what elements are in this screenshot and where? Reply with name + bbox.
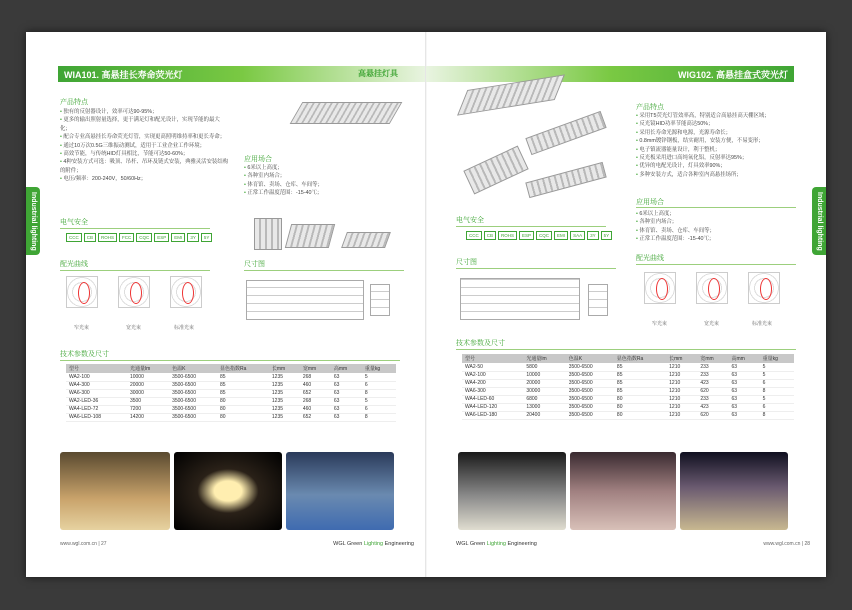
- table-row: [66, 389, 396, 397]
- table-cell: WA6-LED-108: [66, 413, 127, 421]
- right-spec-table: [462, 354, 794, 420]
- left-footer-brand: [333, 541, 414, 547]
- column-header: 色温K: [169, 364, 217, 373]
- table-cell: 1210: [666, 371, 697, 379]
- right-features-list: [636, 112, 796, 179]
- table-cell: 63: [728, 379, 759, 387]
- feature-item: • 独有的反射器设计，效率可达90-95%；: [60, 108, 230, 116]
- usage-item: • 各种室内场合；: [244, 172, 414, 180]
- right-polar-divider: [636, 264, 796, 265]
- table-cell: WA6-LED-180: [462, 411, 523, 419]
- column-header: 长mm: [666, 354, 697, 363]
- table-cell: 85: [217, 373, 269, 381]
- table-cell: 233: [697, 395, 728, 403]
- right-polar-chart-wide: [696, 272, 728, 304]
- left-features-title: 产品特点: [60, 99, 88, 106]
- left-brand-part-b: Lighting: [363, 541, 384, 547]
- cert-badge: EMI: [171, 233, 185, 242]
- right-side-tab: Industrial lighting: [812, 187, 826, 255]
- table-cell: 3500-6500: [566, 403, 614, 411]
- table-cell: 8: [760, 387, 794, 395]
- table-cell: 620: [697, 411, 728, 419]
- left-polar-cap-1: 窄光束: [74, 325, 90, 331]
- table-row: [66, 373, 396, 381]
- table-cell: 268: [300, 397, 331, 405]
- right-side-drawing: [588, 284, 608, 316]
- cert-badge: ROHS: [98, 233, 117, 242]
- right-cert-divider: [456, 226, 606, 227]
- table-cell: WA4-LED-60: [462, 395, 523, 403]
- left-dimension-drawing: [246, 280, 364, 320]
- table-cell: 268: [300, 373, 331, 381]
- table-row: [66, 413, 396, 421]
- column-header: 高mm: [728, 354, 759, 363]
- left-page-number: 27: [101, 541, 107, 547]
- cert-badge: ESP: [519, 231, 534, 240]
- table-cell: 63: [331, 389, 362, 397]
- right-table-title: 技术参数及尺寸: [456, 340, 505, 347]
- feature-item: • 4种安装方式可选：吸顶、吊杆、吊环及链式安装，典雅灵活安装结构的附件；: [60, 158, 230, 175]
- left-drawing-title: 尺寸图: [244, 261, 265, 268]
- table-cell: 63: [728, 363, 759, 371]
- table-row: [462, 411, 794, 419]
- left-polar-chart-standard: [170, 276, 202, 308]
- table-cell: 8: [760, 411, 794, 419]
- right-usage-title: 应用场合: [636, 199, 664, 206]
- right-cert-badges: [466, 231, 612, 240]
- table-cell: 1210: [666, 395, 697, 403]
- table-cell: WA2-50: [462, 363, 523, 371]
- table-cell: 3500-6500: [169, 397, 217, 405]
- left-polar-title: 配光曲线: [60, 261, 88, 268]
- left-lamp-image-main: [290, 102, 403, 124]
- right-cert-title: 电气安全: [456, 217, 484, 224]
- column-header: 显色指数Ra: [614, 354, 666, 363]
- table-cell: 63: [728, 387, 759, 395]
- table-cell: 7200: [127, 405, 169, 413]
- column-header: 型号: [462, 354, 523, 363]
- table-cell: 3500-6500: [566, 411, 614, 419]
- table-cell: 20000: [523, 379, 565, 387]
- table-cell: 3500-6500: [169, 405, 217, 413]
- table-cell: 1210: [666, 387, 697, 395]
- table-row: [462, 387, 794, 395]
- column-header: 重量kg: [760, 354, 794, 363]
- right-photo-storage: [680, 452, 788, 530]
- right-brand-part-a: WGL Green: [456, 541, 487, 547]
- cert-badge: CCC: [66, 233, 82, 242]
- right-page: [426, 32, 826, 577]
- left-table-title: 技术参数及尺寸: [60, 351, 109, 358]
- table-cell: 63: [331, 373, 362, 381]
- right-table-divider: [456, 349, 796, 350]
- feature-item: • 高效节能，与传统HID灯具相比，节能可达50-60%；: [60, 150, 230, 158]
- left-polar-cap-2: 宽光束: [126, 325, 142, 331]
- column-header: 型号: [66, 364, 127, 373]
- feature-item: • 采用长寿命光源和电源，光源寿命长；: [636, 129, 796, 137]
- cert-badge: 5Y: [601, 231, 613, 240]
- table-cell: 460: [300, 405, 331, 413]
- table-header-row: [462, 354, 794, 363]
- right-polar-cap-1: 窄光束: [652, 321, 668, 327]
- table-cell: 1235: [269, 381, 300, 389]
- right-photo-warehouse: [458, 452, 566, 530]
- cert-badge: 3Y: [187, 233, 199, 242]
- left-polar-chart-wide: [118, 276, 150, 308]
- cert-badge: CCC: [466, 231, 482, 240]
- table-cell: 6: [362, 381, 396, 389]
- table-cell: WA2-100: [462, 371, 523, 379]
- feature-item: • 0.8mm镀锌钢板，结实耐用，安装方便，不易变形；: [636, 137, 796, 145]
- left-polar-chart-narrow: [66, 276, 98, 308]
- right-brand-part-c: Engineering: [505, 541, 537, 547]
- table-cell: 3500-6500: [169, 373, 217, 381]
- feature-item: • 采用T5荧光灯管效率高，特别适合高悬挂高天棚区域；: [636, 112, 796, 120]
- table-cell: WA4-LED-120: [462, 403, 523, 411]
- column-header: 色温K: [566, 354, 614, 363]
- right-brand-part-b: Lighting: [486, 541, 506, 547]
- table-row: [462, 363, 794, 371]
- left-photo-arena: [286, 452, 394, 530]
- cert-badge: EMI: [554, 231, 568, 240]
- table-cell: 3500-6500: [169, 381, 217, 389]
- left-footer-url: www.wgl.com.cn: [60, 541, 97, 547]
- table-row: [66, 381, 396, 389]
- cert-badge: CB: [484, 231, 496, 240]
- table-row: [66, 405, 396, 413]
- table-cell: 1210: [666, 411, 697, 419]
- table-cell: WA6-300: [66, 389, 127, 397]
- table-cell: 8: [362, 389, 396, 397]
- table-row: [462, 371, 794, 379]
- right-lamp-image-c: [463, 146, 528, 195]
- table-cell: WA4-LED-72: [66, 405, 127, 413]
- table-cell: 80: [217, 397, 269, 405]
- table-cell: 5800: [523, 363, 565, 371]
- right-lamp-image-d: [525, 162, 606, 198]
- cert-badge: SAA: [570, 231, 585, 240]
- left-lamp-image-c: [341, 232, 391, 248]
- right-header-title: WIG102. 高悬挂盒式荧光灯: [677, 69, 788, 80]
- left-brand-part-c: Engineering: [383, 541, 414, 547]
- table-cell: 20400: [523, 411, 565, 419]
- right-footer-url: www.wgl.com.cn: [763, 541, 801, 547]
- table-cell: 85: [217, 381, 269, 389]
- left-header-title: WIA101. 高悬挂长寿命荧光灯: [64, 69, 183, 80]
- table-cell: 63: [728, 371, 759, 379]
- feature-item: • 多种安装方式，适合各种室内高悬挂场所；: [636, 171, 796, 179]
- table-cell: 1235: [269, 413, 300, 421]
- cert-badge: CB: [84, 233, 96, 242]
- table-cell: 63: [728, 411, 759, 419]
- left-header-bar: [58, 66, 426, 82]
- table-cell: 3500-6500: [566, 379, 614, 387]
- right-usage-list: [636, 210, 796, 244]
- table-cell: 80: [217, 413, 269, 421]
- table-row: [462, 403, 794, 411]
- table-cell: 6: [760, 403, 794, 411]
- feature-item: • 电压/频率：200-240V，50/60Hz；: [60, 175, 230, 183]
- left-features-list: [60, 108, 230, 184]
- column-header: 宽mm: [300, 364, 331, 373]
- cert-badge: CQC: [536, 231, 552, 240]
- right-drawing-title: 尺寸图: [456, 259, 477, 266]
- right-photo-hall: [570, 452, 676, 530]
- left-photo-gym: [60, 452, 170, 530]
- left-category: 高悬挂灯具: [358, 69, 398, 78]
- left-cert-title: 电气安全: [60, 219, 88, 226]
- table-cell: WA6-300: [462, 387, 523, 395]
- table-cell: 85: [614, 363, 666, 371]
- table-cell: 63: [331, 413, 362, 421]
- column-header: 重量kg: [362, 364, 396, 373]
- table-header-row: [66, 364, 396, 373]
- usage-item: • 正常工作温度范围：-15-40℃；: [636, 235, 796, 243]
- column-header: 宽mm: [697, 354, 728, 363]
- left-table-divider: [60, 360, 400, 361]
- left-side-tab: Industrial lighting: [26, 187, 40, 255]
- table-cell: 1210: [666, 403, 697, 411]
- table-cell: WA2-100: [66, 373, 127, 381]
- table-cell: 1235: [269, 373, 300, 381]
- table-cell: 233: [697, 371, 728, 379]
- feature-item: • 配合专业高悬挂长寿命荧光灯管，实现更高照明维持率和更长寿命；: [60, 133, 230, 141]
- table-cell: 5: [362, 373, 396, 381]
- table-cell: 3500-6500: [566, 387, 614, 395]
- cert-badge: ESP: [154, 233, 169, 242]
- table-row: [462, 379, 794, 387]
- table-row: [66, 397, 396, 405]
- table-cell: 85: [217, 389, 269, 397]
- table-cell: 3500-6500: [566, 363, 614, 371]
- left-spec-table: [66, 364, 396, 422]
- table-cell: WA4-300: [66, 381, 127, 389]
- table-cell: 6: [362, 405, 396, 413]
- table-cell: 6: [760, 379, 794, 387]
- table-cell: 63: [728, 395, 759, 403]
- feature-item: • 反光镜HID功率节能高达50%；: [636, 120, 796, 128]
- cert-badge: 3Y: [587, 231, 599, 240]
- column-header: 光通量lm: [523, 354, 565, 363]
- table-cell: 620: [697, 387, 728, 395]
- right-polar-cap-3: 标准光束: [752, 321, 773, 327]
- table-cell: WA2-LED-36: [66, 397, 127, 405]
- left-footer: www.wgl.com.cn | 27: [60, 541, 107, 547]
- table-cell: 652: [300, 413, 331, 421]
- right-lamp-image-b: [525, 111, 606, 155]
- left-usage-title: 应用场合: [244, 156, 272, 163]
- left-page: [26, 32, 426, 577]
- left-polar-cap-3: 标准光束: [174, 325, 195, 331]
- table-cell: 460: [300, 381, 331, 389]
- left-lamp-image-b: [285, 224, 335, 248]
- table-cell: 1235: [269, 405, 300, 413]
- catalog-spread: [26, 32, 826, 577]
- left-usage-list: [244, 164, 414, 198]
- column-header: 长mm: [269, 364, 300, 373]
- table-row: [462, 395, 794, 403]
- right-footer: www.wgl.com.cn | 28: [763, 541, 810, 547]
- usage-item: • 6米以上高度；: [636, 210, 796, 218]
- table-cell: 652: [300, 389, 331, 397]
- usage-item: • 正常工作温度范围：-15-40℃；: [244, 189, 414, 197]
- feature-item: • 通过10万次0.5G三维振动测试，适用于工业企业工作环境；: [60, 142, 230, 150]
- right-footer-brand: [456, 541, 537, 547]
- cert-badge: FCC: [119, 233, 134, 242]
- table-cell: 5: [760, 363, 794, 371]
- table-cell: 3500: [127, 397, 169, 405]
- table-cell: 30000: [127, 389, 169, 397]
- column-header: 光通量lm: [127, 364, 169, 373]
- right-polar-cap-2: 宽光束: [704, 321, 720, 327]
- left-cert-badges: [66, 233, 212, 242]
- table-cell: 1235: [269, 397, 300, 405]
- usage-item: • 体育馆、卖场、仓库、车间等；: [636, 227, 796, 235]
- cert-badge: ROHS: [498, 231, 517, 240]
- table-cell: 80: [217, 405, 269, 413]
- table-cell: 5: [760, 395, 794, 403]
- feature-item: • 优异的电配光设计，灯具效率90%；: [636, 162, 796, 170]
- table-cell: 10000: [523, 371, 565, 379]
- table-cell: 63: [728, 403, 759, 411]
- table-cell: 13000: [523, 403, 565, 411]
- table-cell: 5: [760, 371, 794, 379]
- table-cell: 1210: [666, 363, 697, 371]
- table-cell: 30000: [523, 387, 565, 395]
- table-cell: 8: [362, 413, 396, 421]
- table-cell: 80: [614, 411, 666, 419]
- table-cell: 1235: [269, 389, 300, 397]
- table-cell: 80: [614, 395, 666, 403]
- column-header: 显色指数Ra: [217, 364, 269, 373]
- right-polar-chart-narrow: [644, 272, 676, 304]
- table-cell: 85: [614, 379, 666, 387]
- feature-item: • 电子镇流器能量设计，利于整机；: [636, 146, 796, 154]
- table-cell: 423: [697, 403, 728, 411]
- right-usage-divider: [636, 207, 796, 208]
- table-cell: 20000: [127, 381, 169, 389]
- right-header-bar: [426, 66, 794, 82]
- right-drawing-divider: [456, 268, 616, 269]
- table-cell: WA4-200: [462, 379, 523, 387]
- table-cell: 10000: [127, 373, 169, 381]
- table-cell: 63: [331, 397, 362, 405]
- right-features-title: 产品特点: [636, 104, 664, 111]
- usage-item: • 6米以上高度；: [244, 164, 414, 172]
- cert-badge: 5Y: [201, 233, 213, 242]
- feature-item: • 更多的输出照射量选择，更于满足灯和配光设计，实现节能的最大化；: [60, 116, 230, 133]
- left-lamp-image-a: [254, 218, 282, 250]
- right-polar-title: 配光曲线: [636, 255, 664, 262]
- left-side-drawing: [370, 284, 390, 316]
- feature-item: • 反光板采用进口高纯氧化铝，反射率达95%；: [636, 154, 796, 162]
- table-cell: 3500-6500: [169, 413, 217, 421]
- table-cell: 63: [331, 381, 362, 389]
- table-cell: 423: [697, 379, 728, 387]
- table-cell: 85: [614, 387, 666, 395]
- table-cell: 233: [697, 363, 728, 371]
- left-polar-divider: [60, 270, 210, 271]
- right-dimension-drawing: [460, 278, 580, 320]
- table-cell: 63: [331, 405, 362, 413]
- right-polar-chart-standard: [748, 272, 780, 304]
- table-cell: 3500-6500: [566, 371, 614, 379]
- column-header: 高mm: [331, 364, 362, 373]
- left-cert-divider: [60, 228, 210, 229]
- left-brand-part-a: WGL Green: [333, 541, 364, 547]
- table-cell: 6800: [523, 395, 565, 403]
- table-cell: 3500-6500: [169, 389, 217, 397]
- table-cell: 85: [614, 371, 666, 379]
- left-photo-fixture: [174, 452, 282, 530]
- table-cell: 1210: [666, 379, 697, 387]
- left-drawing-divider: [244, 270, 404, 271]
- cert-badge: CQC: [136, 233, 152, 242]
- right-page-number: 28: [804, 541, 810, 547]
- table-cell: 5: [362, 397, 396, 405]
- table-cell: 80: [614, 403, 666, 411]
- usage-item: • 体育馆、卖场、仓库、车间等；: [244, 181, 414, 189]
- usage-item: • 各种室内场合；: [636, 218, 796, 226]
- table-cell: 3500-6500: [566, 395, 614, 403]
- table-cell: 14200: [127, 413, 169, 421]
